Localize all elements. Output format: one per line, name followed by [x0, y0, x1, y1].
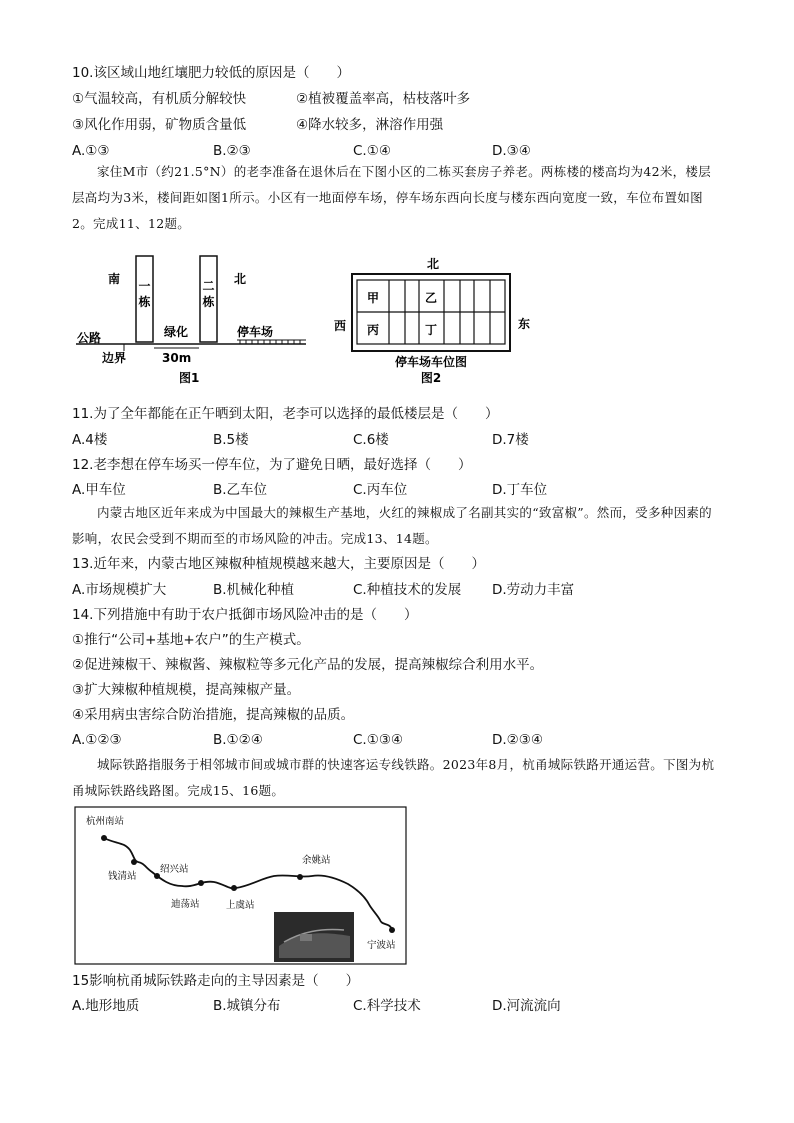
q10-statement-3: ③风化作用弱，矿物质含量低 [72, 117, 247, 133]
q11-option-c: C.6楼 [353, 432, 389, 448]
q12-option-c: C.丙车位 [353, 482, 408, 498]
map-station-shangyu: 上虞站 [226, 900, 255, 911]
q14-statement-3: ③扩大辣椒种植规模，提高辣椒产量。 [72, 682, 301, 698]
passage-11-12: 家住M市（约21.5°N）的老李准备在退休后在下图小区的二栋买套房子养老。两栋楼的楼高均为42米，楼层层高均为3米，楼间距如图1所示。小区有一地面停车场，停车场东西向长度与楼东西向宽度一致，车位布置如图2。完成11、12题。 [72, 164, 712, 231]
fig1-distance-label: 30m [162, 351, 192, 365]
fig1-north-label: 北 [234, 272, 247, 286]
q13-option-b: B.机械化种植 [213, 582, 295, 598]
q11-option-d: D.7楼 [492, 432, 529, 448]
q14-stem: 14.下列措施中有助于农户抵御市场风险冲击的是（ ） [72, 607, 418, 623]
q15-option-c: C.科学技术 [353, 998, 421, 1014]
fig2-space-ding: 丁 [424, 323, 438, 337]
map-frame [75, 807, 406, 964]
q10-option-c: C.①④ [353, 143, 391, 159]
fig1-road-label: 公路 [77, 331, 102, 345]
map-station-qianqing: 钱清站 [108, 871, 137, 882]
q11-option-a: A.4楼 [72, 432, 108, 448]
q14-option-a: A.①②③ [72, 732, 122, 748]
q10-statement-1: ①气温较高，有机质分解较快 [72, 91, 247, 107]
q12-stem: 12.老李想在停车场买一停车位，为了避免日晒，最好选择（ ） [72, 457, 472, 473]
fig2-title: 停车场车位图 [394, 355, 468, 369]
fig1-building-1-label-b: 栋 [138, 295, 151, 309]
fig2-east-label: 东 [518, 317, 531, 331]
map-station-yuyao: 余姚站 [302, 855, 331, 866]
q14-statement-2: ②促进辣椒干、辣椒酱、辣椒粒等多元化产品的发展，提高辣椒综合利用水平。 [72, 657, 544, 673]
fig1-green-label: 绿化 [164, 325, 189, 339]
fig2-caption: 图2 [420, 371, 442, 385]
fig2-space-jia: 甲 [366, 291, 380, 305]
q14-option-c: C.①③④ [353, 732, 404, 748]
fig1-south-label: 南 [108, 272, 121, 286]
q14-option-d: D.②③④ [492, 732, 543, 748]
q10-stem: 10.该区域山地红壤肥力较低的原因是（ ） [72, 65, 350, 81]
fig2-space-yi: 乙 [424, 291, 438, 305]
q10-statement-2: ②植被覆盖率高，枯枝落叶多 [296, 91, 471, 107]
map-station-diedang: 迪荡站 [171, 899, 200, 910]
q13-option-d: D.劳动力丰富 [492, 582, 575, 598]
q14-option-b: B.①②④ [213, 732, 263, 748]
q15-option-a: A.地形地质 [72, 998, 140, 1014]
q10-statement-4: ④降水较多，淋溶作用强 [296, 117, 444, 133]
q10-option-a: A.①③ [72, 143, 110, 159]
q15-stem: 15影响杭甬城际铁路走向的主导因素是（ ） [72, 973, 360, 989]
q11-stem: 11.为了全年都能在正午晒到太阳，老李可以选择的最低楼层是（ ） [72, 406, 499, 422]
fig1-building-2-label-a: 二 [202, 279, 215, 293]
map-station-ningbo: 宁波站 [367, 940, 396, 951]
q14-statement-1: ①推行“公司+基地+农户”的生产模式。 [72, 632, 310, 648]
figure-2-parking-layout [330, 252, 545, 388]
q12-option-d: D.丁车位 [492, 482, 548, 498]
fig2-north-label: 北 [427, 257, 440, 271]
map-train-photo [274, 912, 354, 962]
map-station-shaoxing: 绍兴站 [160, 864, 189, 875]
fig2-west-label: 西 [334, 319, 347, 333]
q15-option-d: D.河流流向 [492, 998, 561, 1014]
q10-option-b: B.②③ [213, 143, 251, 159]
fig1-building-2-label-b: 栋 [202, 295, 215, 309]
q15-option-b: B.城镇分布 [213, 998, 281, 1014]
q10-option-d: D.③④ [492, 143, 531, 159]
fig1-boundary-label: 边界 [102, 351, 127, 365]
figure-1-building-spacing [72, 248, 317, 388]
passage-13-14: 内蒙古地区近年来成为中国最大的辣椒生产基地，火红的辣椒成了名副其实的“致富椒”。然而，受多种因素的影响，农民会受到不期而至的市场风险的冲击。完成13、14题。 [72, 505, 712, 546]
fig1-caption: 图1 [179, 371, 200, 385]
map-station-hangzhou-south: 杭州南站 [86, 816, 125, 827]
q14-statement-4: ④采用病虫害综合防治措施，提高辣椒的品质。 [72, 707, 355, 723]
figure-hangyong-railway-map [74, 806, 408, 966]
q12-option-b: B.乙车位 [213, 482, 268, 498]
fig2-space-bing: 丙 [366, 323, 380, 337]
q13-option-c: C.种植技术的发展 [353, 582, 462, 598]
q11-option-b: B.5楼 [213, 432, 249, 448]
passage-15-16: 城际铁路指服务于相邻城市间或城市群的快速客运专线铁路。2023年8月，杭甬城际铁路开通运营。下图为杭甬城际铁路线路图。完成15、16题。 [72, 757, 715, 798]
q13-option-a: A.市场规模扩大 [72, 582, 167, 598]
q12-option-a: A.甲车位 [72, 482, 126, 498]
fig1-parking-label: 停车场 [237, 325, 274, 339]
q13-stem: 13.近年来，内蒙古地区辣椒种植规模越来越大，主要原因是（ ） [72, 556, 485, 572]
fig1-building-1-label-a: 一 [138, 279, 151, 293]
